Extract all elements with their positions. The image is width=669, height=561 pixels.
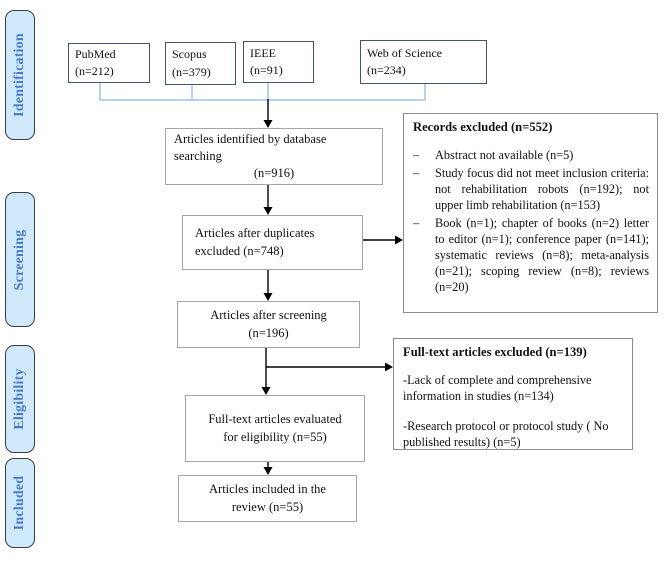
flow-box-screening [177,301,360,348]
stage-identification [5,10,35,140]
flow-box-eligibility [185,395,365,462]
arrowhead-right-icon [385,363,393,372]
stage-screening-label: Screening [12,229,27,290]
stage-included [5,458,35,548]
stage-screening [5,192,35,327]
stage-eligibility [5,345,35,453]
dash-bullet-icon: – [413,148,420,163]
records-excluded-item: – Book (n=1); chapter of books (n=2) letter to editor (n=1); conference paper (n=141); systematic reviews (n=8); meta-analysis (n=21); scoping review (n=8); reviews (n=20) [413,216,649,295]
source-ieee-name: IEEE [250,45,276,60]
source-scopus-count: (n=379) [172,64,211,79]
flow-included-text: Articles included in the review (n=55) [209,482,326,514]
stage-eligibility-label: Eligibility [12,368,27,430]
records-excluded-item: – Study focus did not meet inclusion criteria: not rehabilitation robots (n=192); not upper limb rehabilitation (n=153) [413,166,649,213]
flow-eligibility-text: Full-text articles evaluated for eligibility (n=55) [208,412,342,444]
fulltext-excluded-item: -Research protocol or protocol study ( No published results) (n=5) [403,419,609,450]
source-wos-count: (n=234) [367,63,406,77]
arrowhead-down-icon [264,467,273,475]
source-pubmed-name: PubMed [75,46,116,61]
dash-bullet-icon: – [413,166,420,181]
source-box-web-of-science [360,40,487,84]
flow-identified-text: Articles identified by database searching [174,131,327,163]
arrowhead-down-icon [262,387,271,395]
records-excluded-title: Records excluded (n=552) [413,120,553,134]
dash-bullet-icon: – [413,216,420,231]
flow-box-identified [165,128,383,185]
flow-identified-count: (n=916) [253,166,295,181]
fulltext-excluded-title: Full-text articles excluded (n=139) [403,345,587,359]
arrowhead-down-icon [264,120,273,128]
stage-identification-label: Identification [12,33,27,117]
flow-box-included [178,475,357,522]
arrowhead-down-icon [264,207,273,215]
fulltext-excluded-item: -Lack of complete and comprehensive information in studies (n=134) [403,373,592,404]
source-box-pubmed [68,43,150,83]
source-box-scopus [165,42,236,85]
arrowhead-right-icon [395,236,403,245]
records-excluded-item: – Abstract not available (n=5) [413,148,574,163]
source-pubmed-count: (n=212) [75,64,114,78]
source-scopus-name: Scopus [172,47,207,62]
source-connector-lines [99,83,425,100]
flow-box-duplicates [182,215,363,270]
source-ieee-count: (n=91) [250,63,283,77]
flow-screening-line2: (n=196) [248,325,289,340]
arrowhead-down-icon [264,293,273,301]
flow-duplicates-text: Articles after duplicates excluded (n=748) [195,226,315,258]
source-wos-name: Web of Science [367,45,442,60]
source-box-ieee [243,41,314,83]
flow-screening-line1: Articles after screening [210,308,327,323]
fulltext-excluded-box [393,338,633,450]
stage-included-label: Included [12,475,27,531]
records-excluded-box [403,113,658,313]
